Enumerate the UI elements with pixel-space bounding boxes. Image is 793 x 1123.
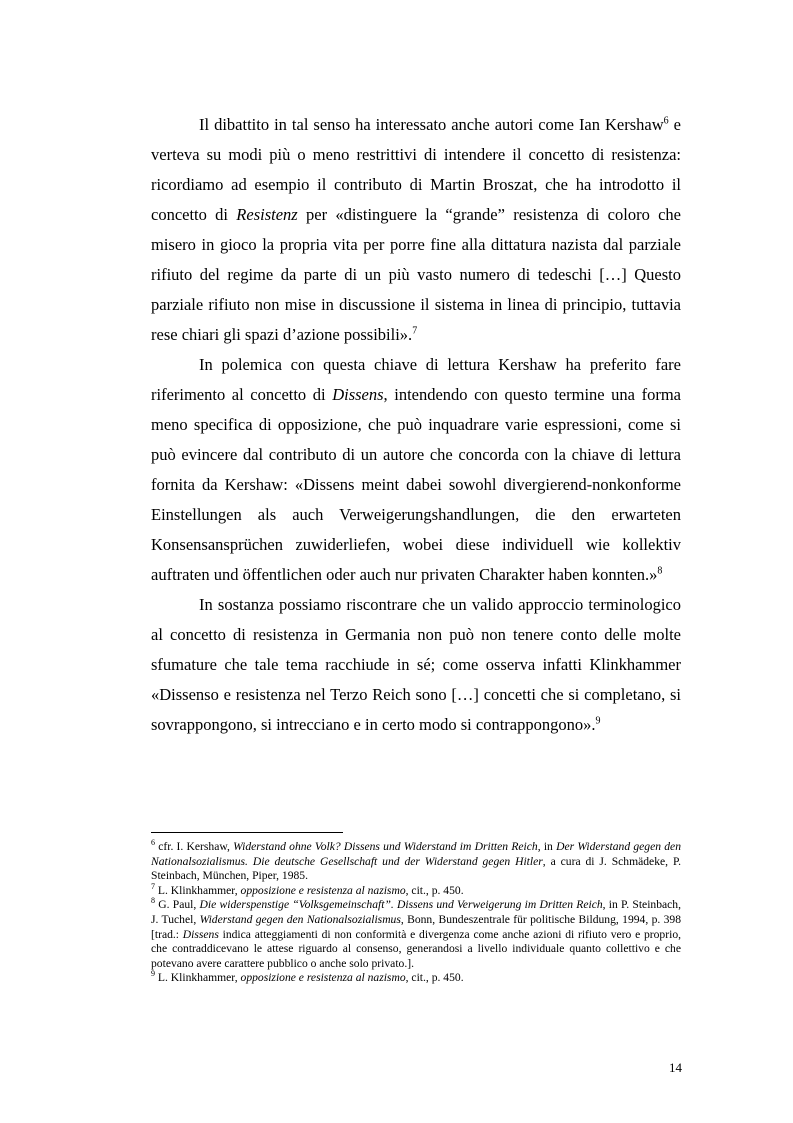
italic-term: Resistenz [236, 205, 298, 224]
footnote-8 [151, 898, 681, 971]
text-run: G. Paul, [155, 898, 200, 912]
paragraph-3 [151, 590, 681, 740]
footnote-number: 7 [151, 881, 155, 891]
text-run: Il dibattito in tal senso ha interessato anche autori come Ian Kershaw [199, 115, 664, 134]
footnote-number: 6 [151, 838, 155, 848]
page-number: 14 [669, 1060, 682, 1075]
footnote-separator [151, 832, 343, 833]
text-run: In polemica con questa chiave di lettura Kershaw ha preferito fare riferimento al concetto di [151, 355, 681, 404]
text-run: indica atteggiamenti di non conformità e divergenza come anche azioni di rifiuto vero e proprio, che contraddicevano le attese riguardo al consenso, generandosi a livello individuale quanto collettivo e che potevano avere carattere pubblico o anche solo privato.]. [151, 927, 682, 970]
text-run: cfr. I. Kershaw, [155, 840, 234, 853]
italic-title: Widerstand gegen den Nationalsozialismus [199, 912, 401, 926]
italic-title: opposizione e resistenza al nazismo [240, 971, 406, 985]
footnote-ref-8[interactable]: 8 [657, 565, 663, 577]
text-run: In sostanza possiamo riscontrare che un valido approccio terminologico al concetto di resistenza in Germania non può non tenere conto delle molte sfumature che tale tema racchiude in sé; come osserva infatti Klinkhammer «Dissenso e resistenza nel Terzo Reich sono […] concetti che si completano, si sovrappongono, si intrecciano e in certo modo si contrappongono». [151, 595, 681, 734]
footnote-ref-9[interactable]: 9 [595, 715, 601, 727]
footnote-ref-7[interactable]: 7 [412, 325, 418, 337]
footnote-number: 9 [151, 969, 155, 979]
italic-title: opposizione e resistenza al nazismo [240, 883, 406, 897]
italic-title: Die widerspenstige “Volksgemeinschaft”. Dissens und Verweigerung im Dritten Reich [199, 898, 603, 912]
italic-term: Dissens [182, 927, 219, 941]
footnotes [151, 840, 681, 986]
text-run: , in P. Steinbach, J. Tuchel, [151, 898, 681, 926]
footnote-number: 8 [151, 896, 155, 906]
text-run: per «distinguere la “grande” resistenza di coloro che misero in gioco la propria vita per porre fine alla dittatura nazista dal parziale rifiuto del regime da parte di un più vasto numero di tedeschi […] Questo parziale rifiuto non mise in discussione il sistema in linea di principio, tuttavia rese chiari gli spazi d’azione possibili». [151, 205, 681, 344]
text-run: e verteva su modi più o meno restrittivi di intendere il concetto di resistenza: ricordiamo ad esempio il contributo di Martin Broszat, che ha introdotto il concetto di [151, 115, 682, 224]
text-run: , Bonn, Bundeszentrale für politische Bildung, 1994, p. 398 [trad.: [151, 912, 681, 941]
text-run: , a cura di J. Schmädeke, P. Steinbach, München, Piper, 1985. [151, 854, 682, 883]
footnote-7 [151, 881, 681, 899]
footnote-ref-6[interactable]: 6 [663, 115, 669, 127]
italic-term: Dissens [332, 385, 384, 404]
italic-title: Widerstand ohne Volk? Dissens und Widerstand im Dritten Reich [233, 840, 538, 853]
italic-title: Der Widerstand gegen den Nationalsozialismus. Die deutsche Gesellschaft und der Widerstand gegen Hitler [151, 840, 681, 868]
body-text [151, 110, 681, 740]
paragraph-1 [151, 110, 681, 350]
text-run: L. Klinkhammer, [155, 971, 241, 985]
footnote-6 [151, 840, 681, 884]
paragraph-2 [151, 350, 681, 590]
text-run: , cit., p. 450. [405, 971, 464, 985]
text-run: , intendendo con questo termine una forma meno specifica di opposizione, che può inquadrare varie espressioni, come si può evincere dal contributo di un autore che concorda con la chiave di lettura fornita da Kershaw: «Dissens meint dabei sowohl divergierend-nonkonforme Einstellungen als auch Verweigerungshandlungen, die den erwarteten Konsensansprüchen zuwiderliefen, wobei diese individuell wie kollektiv auftraten und öffentlichen oder auch nur privaten Charakter haben konnten.» [151, 385, 681, 584]
footnote-9 [151, 971, 681, 986]
text-run: , in [537, 840, 557, 853]
text-run: L. Klinkhammer, [155, 883, 241, 897]
text-run: , cit., p. 450. [405, 883, 464, 897]
